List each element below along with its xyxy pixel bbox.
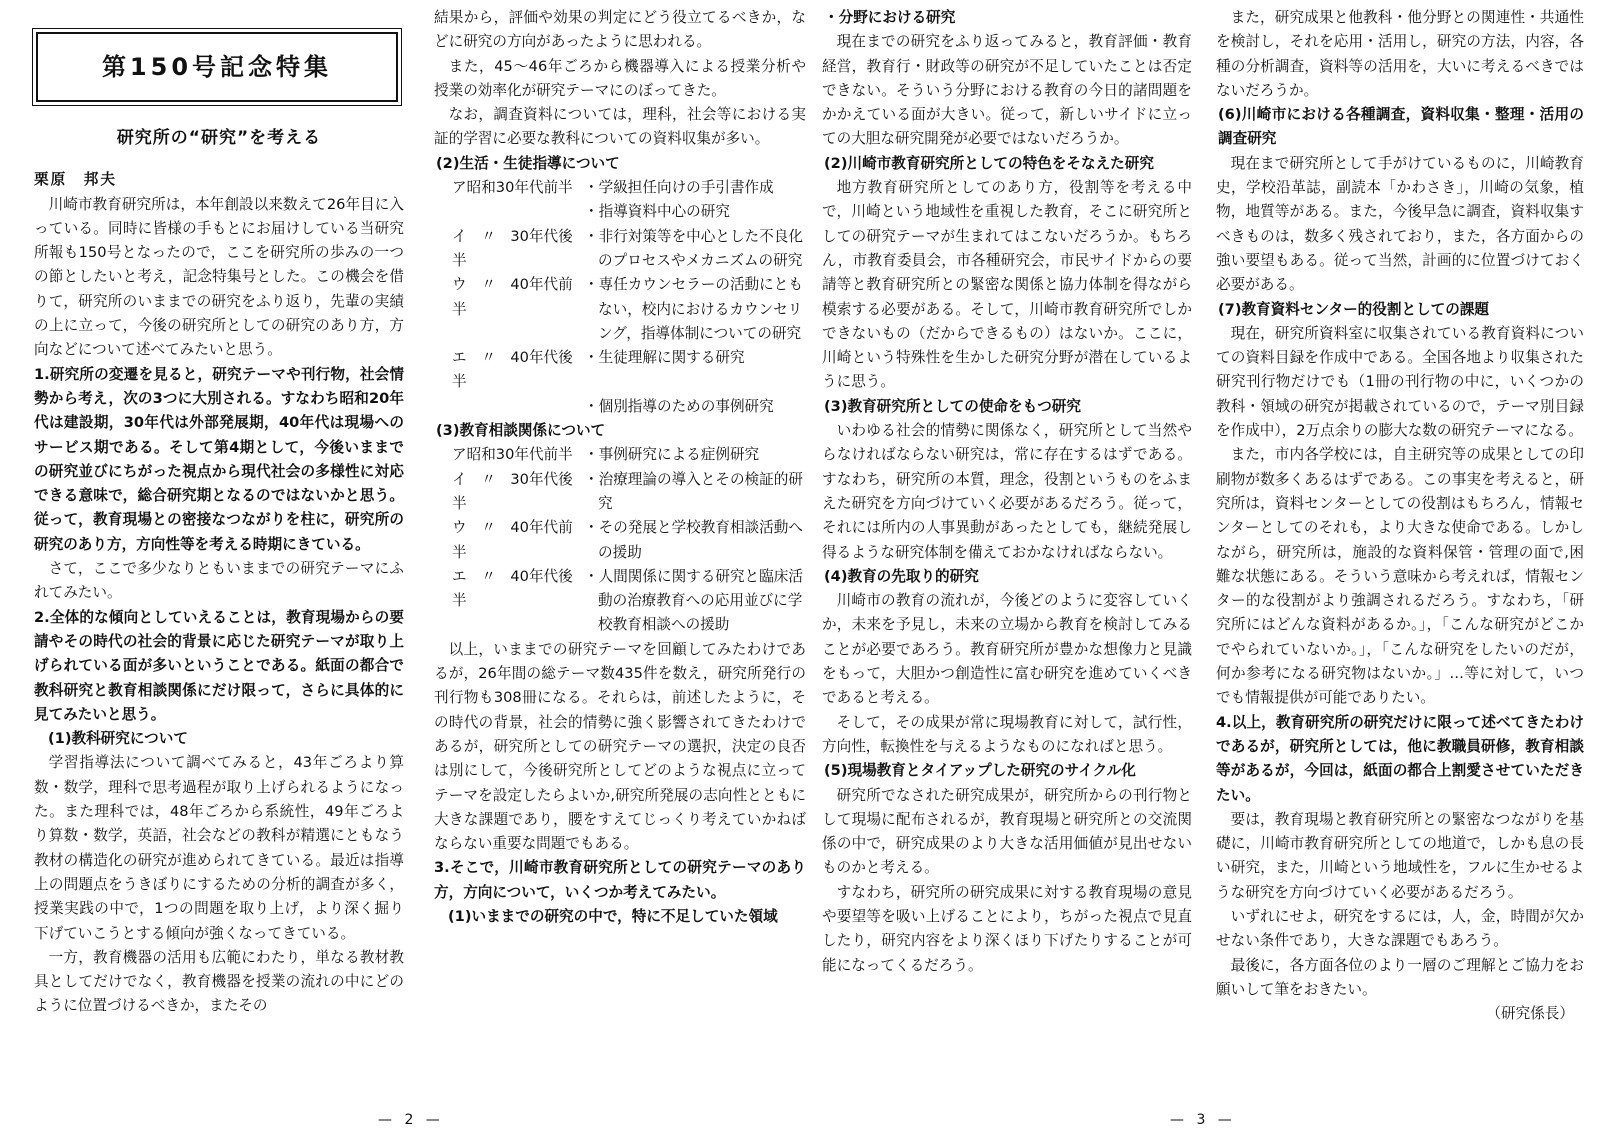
closing-paragraph-2: いずれにせよ，研究をするには，人，金，時間が欠かせない条件であり，大きな課題でもあろう。 xyxy=(1216,907,1584,950)
topic-list-row xyxy=(434,200,806,224)
author-name: 栗原 邦夫 xyxy=(34,171,117,189)
closing-paragraph-3: 最後に，各方面各位のより一層のご理解とご協力をお願いして筆をおきたい。 xyxy=(1216,956,1584,998)
kyouka-paragraph-1: 学習指導法について調べてみると，43年ごろより算数・数学，理科で思考過程が取り上げられるようになった。また理科では，48年ごろから系統性，49年ごろより算数・数学，英語，社会などの教科が精選にともなう教材の構造化の研究が進められてきている。最近は指導上の問題点をうきぼりにするための分析的調査が多く，授業実践の中で，1つの問題を取り上げ，より深く掘り下げていこうとする傾向が強くなってきている。 xyxy=(34,754,404,942)
sakidori-paragraph-2: そして，その成果が常に現場教育に対して，試行性，方向性，転換性を与えるようなものになればと思う。 xyxy=(822,713,1192,755)
period-label: ウ 〃 40年代前半 xyxy=(452,519,573,561)
heading-center: (7)教育資料センター的役割としての課題 xyxy=(1218,300,1490,318)
topic-label: ・指導資料中心の研究 xyxy=(584,203,730,221)
period-label: エ 〃 40年代後半 xyxy=(452,349,573,391)
article-column-4 xyxy=(1216,6,1584,1026)
topic-label: ・人間関係に関する研究と臨床活動の治療教育への応用並びに学校教育相談への援助 xyxy=(584,567,803,634)
topic-label: ・治療理論の導入とその検証的研究 xyxy=(584,470,803,512)
topic-list-row xyxy=(434,395,806,419)
topic-label: ・非行対策等を中心とした不良化のプロセスやメカニズムの研究 xyxy=(584,227,803,269)
period-label: ア昭和30年代前半 xyxy=(452,179,573,197)
center-paragraph-2: また，市内各学校には，自主研究等の成果としての印刷物が数多くあるはずである。この事実を考えると，研究所は，資料センターとしての役割はもちろん，情報センターとしてのそれも，より大きな使命である。しかしながら，研究所は，施設的な資料保管・管理の面で,困難な状態にある。そういう意味から考えれば，情報センター的な役割がより強調されるだろう。すなわち，「研究所にはどんな資料があるか。」，「こんな研究がどこかでやられていないか。」，「こんな研究をしたいのだが，何か参考になる研究物はないか。」…等に対して，いつでも情報提供が可能でありたい。 xyxy=(1216,446,1584,707)
paragraph-c2-3: なお，調査資料については，理科，社会等における実証的学習に必要な教科についての資料収集が多い。 xyxy=(434,106,806,148)
topic-list-row xyxy=(434,176,806,200)
section-1-paragraph: 1.研究所の変遷を見ると，研究テーマや刊行物，社会情勢から考え，次の3つに大別される。すなわち昭和20年代は建設期，30年代は外部発展期，40年代は現場へのサービス期である。そして第4期として，今後いままでの研究並びにちがった視点から現代社会の多様性に対応できる意味で，総合研究期となるのではないかと思う。従って，教育現場との密接なつながりを柱に，研究所の研究のあり方，方向性等を考える時期にきている。 xyxy=(34,365,404,553)
tokushoku-paragraph: 地方教育研究所としてのあり方，役割等を考える中で，川崎という地域性を重視した教育，そこに研究所としての研究テーマが生まれてはこないだろうか。もちろん，市教育委員会，市各種研究会，市民サイドからの要請等と教育研究所との緊密な関係と協力体制を得ながら模索する必要がある。そして，川崎市教育研究所でしかできないもの（だからできるもの）はないか。ここに，川崎という特殊性を生かした研究分野が潜在しているように思う。 xyxy=(822,179,1192,391)
period-label: ア昭和30年代前半 xyxy=(452,446,573,464)
heading-seikatsu: (2)生活・生徒指導について xyxy=(436,154,620,172)
topic-list-row xyxy=(434,516,806,565)
heading-shimei: (3)教育研究所としての使命をもつ研究 xyxy=(824,397,1081,415)
topic-label: ・専任カウンセラーの活動にともない，校内におけるカウンセリング，指導体制についての研究 xyxy=(584,276,803,342)
heading-kyouka: (1)教科研究について xyxy=(48,730,188,748)
period-label: エ 〃 40年代後半 xyxy=(452,567,573,610)
heading-fusoku: (1)いままでの研究の中で，特に不足していた領域 xyxy=(448,907,778,925)
topic-list-row xyxy=(434,225,806,274)
article-column-3 xyxy=(822,6,1192,978)
sakidori-paragraph-1: 川崎市の教育の流れが，今後どのように変容していくか，未来を予見し，未来の立場から教育を検討してみることが必要であろう。教育研究所が豊かな想像力と見識をもって，大胆かつ創造性に富む研究を進めていくべきであると考える。 xyxy=(822,592,1192,707)
paragraph-c2-2: また，45～46年ごろから機器導入による授業分析や授業の効率化が研究テーマにのぼってきた。 xyxy=(434,57,806,99)
tieup-paragraph-2: すなわち，研究所の研究成果に対する教育現場の意見や要望等を吸い上げることにより，ちがった視点で見直したり，研究内容をより深くほり下げたりすることが可能になってくるだろう。 xyxy=(822,883,1192,974)
topic-list-row xyxy=(434,565,806,638)
author-signature: （研究係長） xyxy=(1486,1005,1574,1023)
heading-tieup: (5)現場教育とタイアップした研究のサイクル化 xyxy=(824,762,1136,780)
tieup-paragraph-1: 研究所でなされた研究成果が，研究所からの刊行物として現場に配布されるが，教育現場と研究所との交流関係の中で，研究成果のより大きな活用価値が見出せないものかと考える。 xyxy=(822,786,1192,877)
topic-list-row xyxy=(434,468,806,517)
topic-label: ・個別指導のための事例研究 xyxy=(584,397,774,415)
paragraph-c2-1: 結果から，評価や効果の判定にどう役立てるべきか，などに研究の方向があったように思われる。 xyxy=(434,9,806,51)
section-2-paragraph: 2.全体的な傾向としていえることは，教育現場からの要請やその時代の社会的背景に応じた研究テーマが取り上げられている面が多いということである。紙面の都合で教科研究と教育相談関係にだけ限って，さらに具体的に見てみたいと思う。 xyxy=(34,608,404,723)
heading-soudan: (3)教育相談関係について xyxy=(436,422,606,440)
topic-list-row xyxy=(434,443,806,467)
article-subtitle: 研究所の“研究”を考える xyxy=(116,128,322,148)
section-3-paragraph: 3.そこで，川崎市教育研究所としての研究テーマのあり方，方向について，いくつか考えてみたい。 xyxy=(434,859,806,901)
section-4-paragraph: 4.以上，教育研究所の研究だけに限って述べてきたわけであるが，研究所としては，他に教職員研修，教育相談等があるが，今回は，紙面の都合上割愛させていただきたい。 xyxy=(1216,713,1584,804)
heading-tokushoku: (2)川崎市教育研究所としての特色をそなえた研究 xyxy=(824,154,1154,172)
intro-paragraph: 川崎市教育研究所は，本年創設以来数えて26年目に入っている。同時に皆様の手もとにお届けしている当研究所報も150号となったので，ここを研究所の歩みの一つの節としたいと考え，記念特集号とした。この機会を借りて，研究所のいままでの研究をふり返り，先輩の実績の上に立って，今後の研究所としての研究のあり方，方向などについて述べてみたいと思う。 xyxy=(34,195,404,359)
page-number-right: — 3 — xyxy=(1170,1112,1236,1128)
period-label: ウ 〃 40年代前半 xyxy=(452,276,573,318)
heading-sakidori: (4)教育の先取り的研究 xyxy=(824,567,979,585)
section-1b-paragraph: さて，ここで多少なりともいままでの研究テーマにふれてみたい。 xyxy=(34,560,404,602)
topic-list-row xyxy=(434,346,806,395)
period-label: イ 〃 30年代後半 xyxy=(452,227,573,269)
feature-title-box xyxy=(36,32,398,102)
topic-label: ・事例研究による症例研究 xyxy=(584,446,760,464)
topic-label: ・学級担任向けの手引書作成 xyxy=(584,179,774,197)
bunya-paragraph: 現在までの研究をふり返ってみると，教育評価・教育経営，教育行・財政等の研究が不足していたことは否定できない。そういう分野における教育の今日的諸問題をかかえている面が大きい。従って，新しいサイドに立っての大胆な研究開発が必要ではないだろうか。 xyxy=(822,33,1192,148)
kyouka-paragraph-2: 一方，教育機器の活用も広範にわたり，単なる教材教具としてだけでなく，教育機器を授業の流れの中にどのように位置づけるべきか，またその xyxy=(34,948,404,1015)
feature-title: 第150号記念特集 xyxy=(101,52,333,81)
center-paragraph-1: 現在，研究所資料室に収集されている教育資料についての資料目録を作成中である。全国各地より収集された研究刊行物だけでも（1冊の刊行物の中に，いくつかの教科・領域の研究が掲載されているので，テーマ別目録を作成中），2万点余りの膨大な数の研究テーマになる。 xyxy=(1216,324,1584,440)
article-column-1 xyxy=(34,6,404,1019)
signature-line xyxy=(1216,1002,1584,1026)
paragraph-c2-4: 以上，いままでの研究テーマを回顧してみたわけであるが，26年間の総テーマ数435件を数え，研究所発行の刊行物も308冊になる。それらは，前述したように，その時代の背景，社会的情勢に強く影響されてきたわけであるが，研究所としての研究テーマの選択，決定の良否は別にして，今後研究所としてどのような視点に立ってテーマを設定したらよいか,研究所発展の志向性とともに大きな課題であり，腰をすえてじっくり考えていかねばならない重要な問題でもある。 xyxy=(434,640,806,853)
period-label: イ 〃 30年代後半 xyxy=(452,470,573,512)
topic-label: ・その発展と学校教育相談活動への援助 xyxy=(584,519,803,561)
chousa-paragraph: 現在まで研究所として手がけているものに，川崎教育史，学校沿革誌，副読本「かわさき」，川崎の気象，植物，地質等がある。また，今後早急に調査，資料収集すべきものは，数多く残されており，また，各方面からの強い要望もある。従って当然，計画的に位置づけておく必要がある。 xyxy=(1216,154,1584,294)
topic-list-row xyxy=(434,273,806,346)
heading-bunya: ・分野における研究 xyxy=(824,9,956,26)
shimei-paragraph: いわゆる社会的情勢に関係なく，研究所として当然やらなければならない研究は，常に存在するはずである。すなわち，研究所の本質，理念，役割というものをふまえた研究を方向づけていく必要があるだろう。従って，それには所内の人事異動があったとしても，継続発展し得るような研究体制を備えておかなければならない。 xyxy=(822,422,1192,561)
page-number-left: — 2 — xyxy=(378,1112,444,1128)
heading-chousa: (6)川崎市における各種調査，資料収集・整理・活用の調査研究 xyxy=(1218,106,1584,148)
topic-label: ・生徒理解に関する研究 xyxy=(584,349,745,367)
paragraph-c4-1: また，研究成果と他教科・他分野との関連性・共通性を検討し，それを応用・活用し，研究の方法，内容，各種の分析調査，資料等の活用を，大いに考えるべきではないだろうか。 xyxy=(1216,9,1584,99)
article-column-2 xyxy=(434,6,806,929)
closing-paragraph-1: 要は，教育現場と教育研究所との緊密なつながりを基礎に，川崎市教育研究所としての地道で，しかも息の長い研究，また，川崎という地域性を，フルに生かせるような研究を方向づけていく必要があるだろう。 xyxy=(1216,810,1584,901)
